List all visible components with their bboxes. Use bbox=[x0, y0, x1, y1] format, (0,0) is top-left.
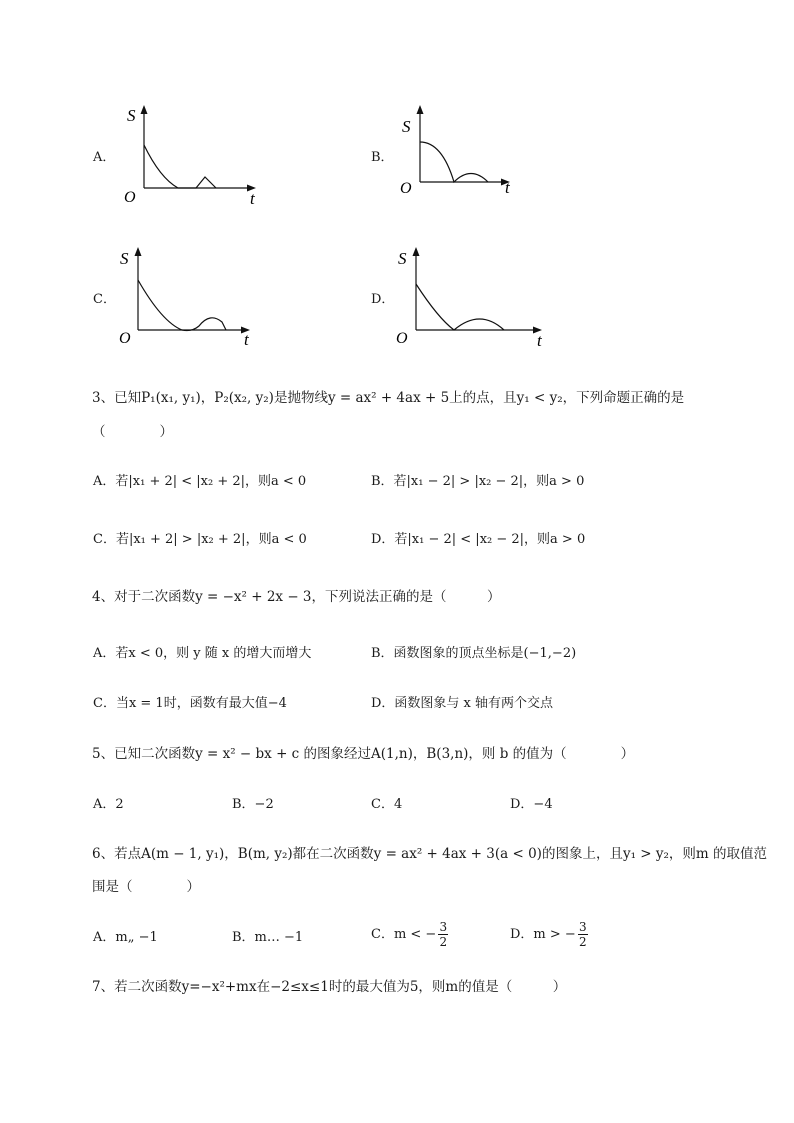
question-6-stem: 6、若点A(m − 1, y₁)，B(m, y₂)都在二次函数y = ax² + 4ax + 3(a < 0)的图象上，且y₁ > y₂，则m 的取值范 bbox=[92, 846, 768, 862]
t-axis-label: t bbox=[505, 178, 510, 197]
graph-option-c bbox=[114, 240, 274, 350]
question-7-stem: 7、若二次函数y=−x²+mx在−2≤x≤1时的最大值为5，则m的值是（ ） bbox=[92, 979, 567, 995]
t-axis-label: t bbox=[537, 331, 542, 350]
s-axis-label: S bbox=[402, 117, 411, 136]
s-axis-label: S bbox=[120, 249, 129, 268]
fraction-denominator: 2 bbox=[578, 935, 587, 949]
origin-label: O bbox=[396, 330, 408, 347]
question-5-stem: 5、已知二次函数y = x² − bx + c 的图象经过A(1,n)，B(3,n)，则 b 的值为（ ） bbox=[92, 746, 635, 762]
question-3-option-d: D．若|x₁ − 2| < |x₂ − 2|，则a > 0 bbox=[371, 532, 586, 547]
question-4-option-d: D．函数图象与 x 轴有两个交点 bbox=[371, 696, 554, 711]
option-c-text: C．m < − bbox=[371, 926, 437, 942]
graph-option-d-label: D． bbox=[371, 292, 395, 307]
fraction bbox=[438, 920, 448, 949]
s-axis-label: S bbox=[398, 249, 407, 268]
question-6-option-b: B．m… −1 bbox=[232, 930, 304, 945]
question-5-option-d: D．−4 bbox=[510, 797, 553, 812]
fraction-numerator: 3 bbox=[439, 920, 448, 934]
question-5-option-b: B．−2 bbox=[232, 797, 274, 812]
question-6-option-a: A．m„ −1 bbox=[93, 930, 158, 945]
question-5-option-c: C．4 bbox=[371, 797, 403, 812]
question-3-answer-blank: （ ） bbox=[92, 424, 173, 440]
s-axis-label: S bbox=[127, 106, 136, 125]
graph-option-b bbox=[396, 100, 556, 210]
graph-option-d bbox=[392, 240, 562, 350]
option-d-text: D．m > − bbox=[510, 926, 576, 942]
s-axis-arrow bbox=[141, 105, 148, 114]
s-t-curve bbox=[138, 280, 226, 331]
fraction bbox=[578, 920, 588, 949]
question-6-option-d bbox=[510, 920, 588, 949]
question-6-option-c bbox=[371, 920, 448, 949]
question-4-option-b: B．函数图象的顶点坐标是(−1,−2) bbox=[371, 646, 577, 661]
s-t-curve bbox=[144, 145, 216, 188]
question-3-option-c: C．若|x₁ + 2| > |x₂ + 2|，则a < 0 bbox=[93, 532, 307, 547]
graph-option-c-label: C． bbox=[93, 292, 116, 307]
question-5-option-a: A．2 bbox=[93, 797, 124, 812]
s-axis-arrow bbox=[413, 247, 420, 256]
graph-option-b-label: B． bbox=[371, 150, 394, 165]
t-axis-label: t bbox=[244, 330, 249, 349]
origin-label: O bbox=[400, 180, 412, 197]
fraction-denominator: 2 bbox=[439, 935, 448, 949]
s-t-curve bbox=[416, 284, 504, 330]
graph-option-a bbox=[120, 100, 280, 210]
graph-option-a-label: A． bbox=[93, 150, 116, 165]
s-t-curve bbox=[420, 142, 488, 182]
fraction-numerator: 3 bbox=[578, 920, 587, 934]
s-axis-arrow bbox=[135, 247, 142, 256]
question-6-stem-continued: 围是（ ） bbox=[92, 879, 200, 895]
question-3-option-b: B．若|x₁ − 2| > |x₂ − 2|，则a > 0 bbox=[371, 474, 585, 489]
origin-label: O bbox=[124, 189, 136, 206]
question-4-option-c: C．当x = 1时，函数有最大值−4 bbox=[93, 696, 287, 711]
question-3-stem: 3、已知P₁(x₁, y₁)，P₂(x₂, y₂)是抛物线y = ax² + 4ax + 5上的点，且y₁ < y₂，下列命题正确的是 bbox=[92, 390, 685, 406]
t-axis-label: t bbox=[250, 189, 255, 208]
origin-label: O bbox=[119, 330, 131, 347]
question-4-stem: 4、对于二次函数y = −x² + 2x − 3，下列说法正确的是（ ） bbox=[92, 589, 501, 605]
question-3-option-a: A．若|x₁ + 2| < |x₂ + 2|，则a < 0 bbox=[93, 474, 307, 489]
s-axis-arrow bbox=[417, 105, 424, 114]
question-4-option-a: A．若x < 0，则 y 随 x 的增大而增大 bbox=[93, 646, 312, 661]
